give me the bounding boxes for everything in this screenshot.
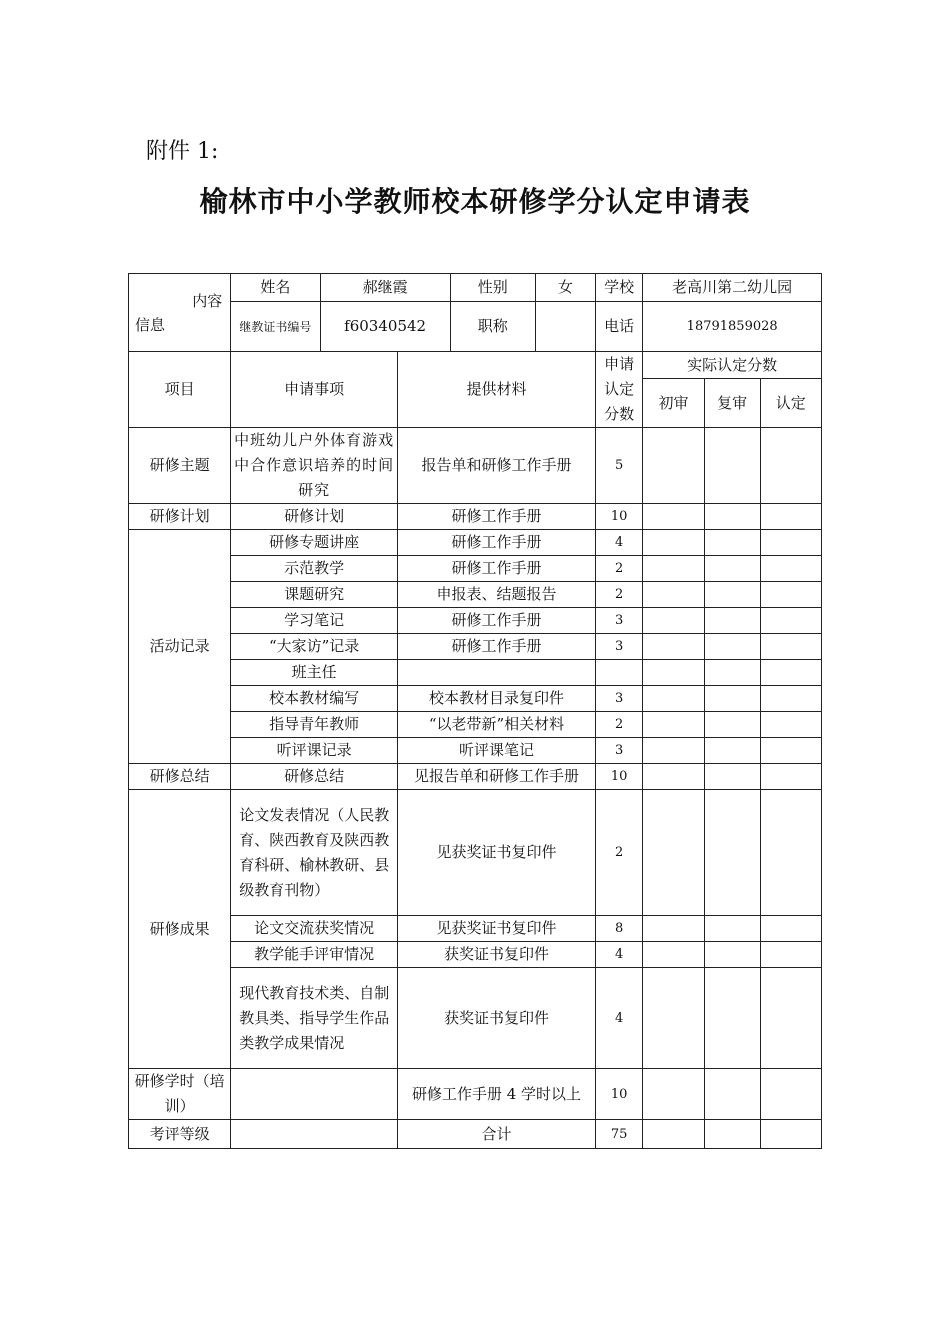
second-review-cell	[704, 428, 760, 504]
header-confirm: 认定	[760, 379, 821, 428]
first-review-cell	[643, 738, 704, 764]
row-material: 研修工作手册	[398, 530, 596, 556]
row-item: 中班幼儿户外体育游戏中合作意识培养的时间研究	[231, 428, 398, 504]
row-project: 研修主题	[129, 428, 231, 504]
row-score: 5	[595, 428, 642, 504]
first-review-cell	[643, 916, 704, 942]
gender-value: 女	[535, 274, 595, 302]
row-material: 研修工作手册	[398, 556, 596, 582]
confirm-cell	[760, 504, 821, 530]
first-review-cell	[643, 1069, 704, 1120]
second-review-cell	[704, 504, 760, 530]
confirm-cell	[760, 1069, 821, 1120]
second-review-cell	[704, 686, 760, 712]
row-material: “以老带新”相关材料	[398, 712, 596, 738]
row-material: 见获奖证书复印件	[398, 916, 596, 942]
row-score: 2	[595, 556, 642, 582]
header-first-review: 初审	[643, 379, 704, 428]
row-material: 见获奖证书复印件	[398, 790, 596, 916]
first-review-cell	[643, 428, 704, 504]
header-item: 申请事项	[231, 352, 398, 428]
name-label: 姓名	[231, 274, 320, 302]
phone-value: 18791859028	[643, 302, 822, 352]
row-material: 获奖证书复印件	[398, 968, 596, 1069]
row-score: 4	[595, 968, 642, 1069]
corner-label-info: 信息	[135, 315, 166, 334]
row-material: 申报表、结题报告	[398, 582, 596, 608]
row-project: 研修成果	[129, 790, 231, 1069]
row-item: 研修专题讲座	[231, 530, 398, 556]
row-item: 现代教育技术类、自制教具类、指导学生作品类教学成果情况	[231, 968, 398, 1069]
name-value: 郝继霞	[320, 274, 450, 302]
first-review-cell	[643, 582, 704, 608]
row-item: 研修计划	[231, 504, 398, 530]
second-review-cell	[704, 530, 760, 556]
corner-label-content: 内容	[192, 291, 223, 310]
row-material: 研修工作手册	[398, 634, 596, 660]
row-score: 3	[595, 686, 642, 712]
confirm-cell	[760, 968, 821, 1069]
row-item: 研修总结	[231, 764, 398, 790]
row-score: 8	[595, 916, 642, 942]
first-review-cell	[643, 790, 704, 916]
confirm-cell	[760, 556, 821, 582]
header-material: 提供材料	[398, 352, 596, 428]
row-score	[595, 660, 642, 686]
row-material: 研修工作手册	[398, 504, 596, 530]
job-title-value	[535, 302, 595, 352]
job-title-label: 职称	[450, 302, 535, 352]
second-review-cell	[704, 916, 760, 942]
row-score: 3	[595, 608, 642, 634]
row-item: “大家访”记录	[231, 634, 398, 660]
row-score: 10	[595, 764, 642, 790]
first-review-cell	[643, 942, 704, 968]
row-item: 校本教材编写	[231, 686, 398, 712]
first-review-cell	[643, 712, 704, 738]
header-project: 项目	[129, 352, 231, 428]
second-review-cell	[704, 790, 760, 916]
confirm-cell	[760, 712, 821, 738]
row-item: 论文发表情况（人民教育、陕西教育及陕西教育科研、榆林教研、县级教育刊物）	[231, 790, 398, 916]
cert-label: 继教证书编号	[231, 302, 320, 352]
confirm-cell	[760, 530, 821, 556]
row-material: 见报告单和研修工作手册	[398, 764, 596, 790]
header-corner-cell	[129, 274, 231, 352]
confirm-cell	[760, 660, 821, 686]
first-review-cell	[643, 1120, 704, 1149]
first-review-cell	[643, 968, 704, 1069]
second-review-cell	[704, 712, 760, 738]
row-item: 示范教学	[231, 556, 398, 582]
first-review-cell	[643, 686, 704, 712]
second-review-cell	[704, 608, 760, 634]
attachment-label: 附件 1:	[146, 139, 219, 164]
confirm-cell	[760, 764, 821, 790]
second-review-cell	[704, 968, 760, 1069]
row-item: 学习笔记	[231, 608, 398, 634]
row-project: 考评等级	[129, 1120, 231, 1149]
confirm-cell	[760, 634, 821, 660]
second-review-cell	[704, 764, 760, 790]
second-review-cell	[704, 1120, 760, 1149]
row-score: 3	[595, 738, 642, 764]
total-score: 75	[595, 1120, 642, 1149]
row-item: 班主任	[231, 660, 398, 686]
row-item: 听评课记录	[231, 738, 398, 764]
header-apply-score: 申请认定分数	[595, 352, 642, 428]
second-review-cell	[704, 942, 760, 968]
first-review-cell	[643, 530, 704, 556]
row-project: 研修计划	[129, 504, 231, 530]
confirm-cell	[760, 608, 821, 634]
row-score: 2	[595, 582, 642, 608]
second-review-cell	[704, 738, 760, 764]
confirm-cell	[760, 916, 821, 942]
phone-label: 电话	[595, 302, 642, 352]
total-label: 合计	[398, 1120, 596, 1149]
second-review-cell	[704, 660, 760, 686]
form-title: 榆林市中小学教师校本研修学分认定申请表	[199, 185, 751, 218]
row-project: 研修学时（培训）	[129, 1069, 231, 1120]
confirm-cell	[760, 1120, 821, 1149]
row-material: 获奖证书复印件	[398, 942, 596, 968]
first-review-cell	[643, 660, 704, 686]
row-score: 10	[595, 504, 642, 530]
school-label: 学校	[595, 274, 642, 302]
confirm-cell	[760, 942, 821, 968]
first-review-cell	[643, 504, 704, 530]
row-item: 课题研究	[231, 582, 398, 608]
confirm-cell	[760, 582, 821, 608]
row-material: 研修工作手册 4 学时以上	[398, 1069, 596, 1120]
header-second-review: 复审	[704, 379, 760, 428]
row-item: 论文交流获奖情况	[231, 916, 398, 942]
first-review-cell	[643, 608, 704, 634]
row-material	[398, 660, 596, 686]
second-review-cell	[704, 1069, 760, 1120]
row-score: 2	[595, 790, 642, 916]
row-material: 研修工作手册	[398, 608, 596, 634]
grade-value	[231, 1120, 398, 1149]
confirm-cell	[760, 790, 821, 916]
row-project: 活动记录	[129, 530, 231, 764]
row-score: 4	[595, 530, 642, 556]
credit-application-table	[128, 273, 822, 1149]
row-score: 3	[595, 634, 642, 660]
first-review-cell	[643, 634, 704, 660]
confirm-cell	[760, 686, 821, 712]
gender-label: 性别	[450, 274, 535, 302]
row-score: 2	[595, 712, 642, 738]
confirm-cell	[760, 738, 821, 764]
row-material: 报告单和研修工作手册	[398, 428, 596, 504]
header-actual-score: 实际认定分数	[643, 352, 822, 379]
first-review-cell	[643, 556, 704, 582]
row-score: 10	[595, 1069, 642, 1120]
row-item: 教学能手评审情况	[231, 942, 398, 968]
row-item	[231, 1069, 398, 1120]
row-material: 听评课笔记	[398, 738, 596, 764]
row-project: 研修总结	[129, 764, 231, 790]
cert-value: f60340542	[320, 302, 450, 352]
second-review-cell	[704, 634, 760, 660]
school-value: 老高川第二幼儿园	[643, 274, 822, 302]
second-review-cell	[704, 582, 760, 608]
row-material: 校本教材目录复印件	[398, 686, 596, 712]
row-score: 4	[595, 942, 642, 968]
first-review-cell	[643, 764, 704, 790]
second-review-cell	[704, 556, 760, 582]
row-item: 指导青年教师	[231, 712, 398, 738]
confirm-cell	[760, 428, 821, 504]
